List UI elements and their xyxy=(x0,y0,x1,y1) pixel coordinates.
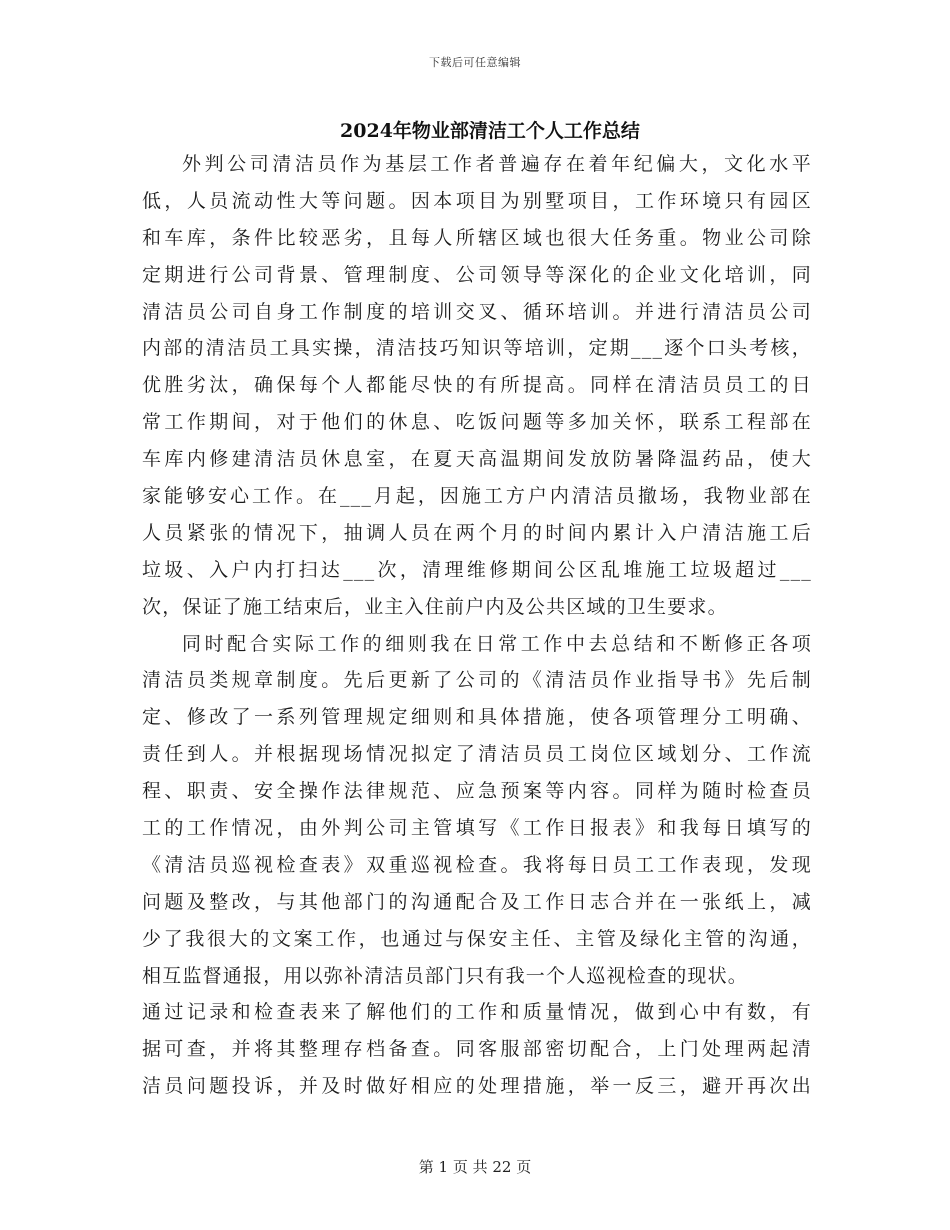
paragraph-line: 相互监督通报，用以弥补清洁员部门只有我一个人巡视检查的现状。 xyxy=(142,964,749,987)
paragraph-line: 外判公司清洁员作为基层工作者普遍存在着年纪偏大，文化水平 xyxy=(182,153,812,175)
paragraph-line: 少了我很大的文案工作，也通过与保安主任、主管及绿化主管的沟通， xyxy=(142,927,812,950)
document-body xyxy=(142,146,812,1105)
paragraph-line: 同时配合实际工作的细则我在日常工作中去总结和不断修正各项 xyxy=(182,632,812,655)
paragraph-line: 清洁员类规章制度。先后更新了公司的《清洁员作业指导书》先后制 xyxy=(142,669,812,692)
paragraph-line: 问题及整改，与其他部门的沟通配合及工作日志合并在一张纸上，减 xyxy=(142,890,812,913)
paragraph-line: 低，人员流动性大等问题。因本项目为别墅项目，工作环境只有园区 xyxy=(142,189,812,212)
paragraph-line: 常工作期间，对于他们的休息、吃饭问题等多加关怀，联系工程部在 xyxy=(142,411,812,434)
paragraph-line: 车库内修建清洁员休息室，在夏天高温期间发放防暑降温药品，使大 xyxy=(142,448,812,471)
paragraph-line: 通过记录和检查表来了解他们的工作和质量情况，做到心中有数，有 xyxy=(142,1001,812,1024)
header-note: 下载后可任意编辑 xyxy=(429,56,521,69)
paragraph-line: 和车库，条件比较恶劣，且每人所辖区域也很大任务重。物业公司除 xyxy=(142,226,812,249)
paragraph-line: 家能够安心工作。在___月起，因施工方户内清洁员撤场，我物业部在 xyxy=(142,485,812,508)
paragraph-line: 清洁员公司自身工作制度的培训交叉、循环培训。并进行清洁员公司 xyxy=(142,300,812,323)
paragraph-line: 洁员问题投诉，并及时做好相应的处理措施，举一反三，避开再次出 xyxy=(142,1075,812,1098)
document-title: 2024年物业部清洁工个人工作总结 xyxy=(340,120,640,142)
paragraph-line: 人员紧张的情况下，抽调人员在两个月的时间内累计入户清洁施工后 xyxy=(142,521,812,544)
paragraph-line: 工的工作情况，由外判公司主管填写《工作日报表》和我每日填写的 xyxy=(142,817,812,840)
paragraph-line: 次，保证了施工结束后，业主入住前户内及公共区域的卫生要求。 xyxy=(142,595,728,618)
paragraph-line: 责任到人。并根据现场情况拟定了清洁员员工岗位区域划分、工作流 xyxy=(142,743,812,766)
paragraph-line: 优胜劣汰，确保每个人都能尽快的有所提高。同样在清洁员员工的日 xyxy=(142,374,812,397)
paragraph-line: 据可查，并将其整理存档备查。同客服部密切配合，上门处理两起清 xyxy=(142,1038,812,1061)
paragraph-line: 《清洁员巡视检查表》双重巡视检查。我将每日员工工作表现，发现 xyxy=(142,853,812,876)
paragraph-line: 垃圾、入户内打扫达___次，清理维修期间公区乱堆施工垃圾超过___ xyxy=(142,558,812,581)
paragraph-line: 内部的清洁员工具实操，清洁技巧知识等培训，定期___逐个口头考核， xyxy=(142,337,812,360)
paragraph-line: 程、职责、安全操作法律规范、应急预案等内容。同样为随时检查员 xyxy=(142,780,812,803)
paragraph-line: 定、修改了一系列管理规定细则和具体措施，使各项管理分工明确、 xyxy=(142,706,812,729)
paragraph-line: 定期进行公司背景、管理制度、公司领导等深化的企业文化培训，同 xyxy=(142,263,812,286)
page-number: 第 1 页 共 22 页 xyxy=(418,1158,532,1176)
